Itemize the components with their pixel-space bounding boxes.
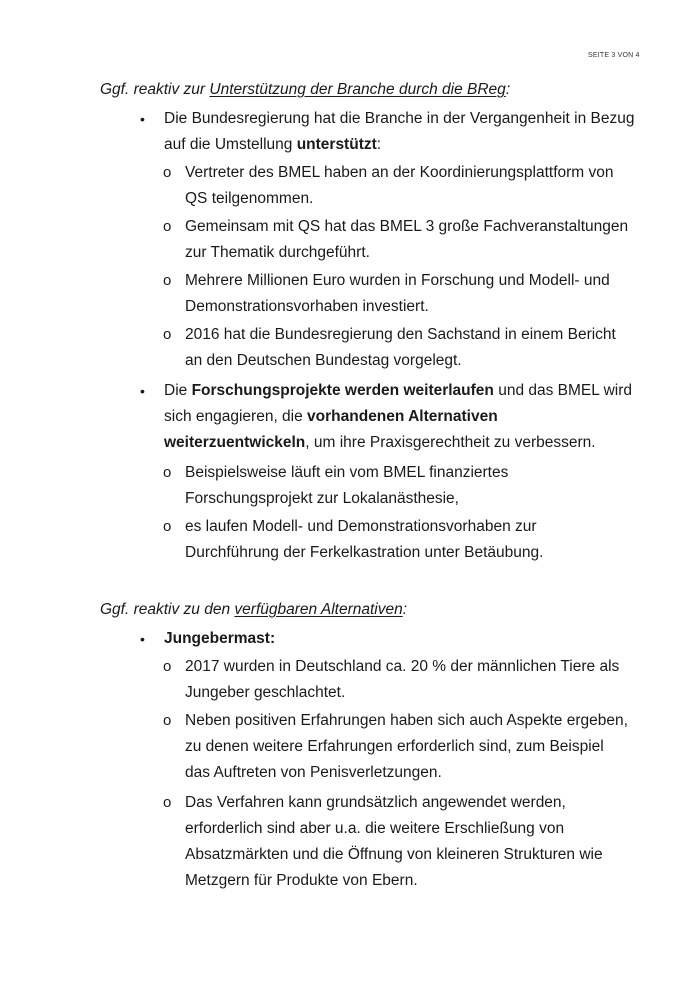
subitem-text: Gemeinsam mit QS hat das BMEL 3 große Fachveranstaltungen zur Thematik durchgeführt. bbox=[185, 218, 629, 261]
subitem-text: Neben positiven Erfahrungen haben sich auch Aspekte ergeben, zu denen weitere Erfahrungen erforderlich sind, zum Beispiel das Auftreten von Penisverletzungen. bbox=[185, 712, 628, 781]
circle-bullet-icon: o bbox=[163, 658, 172, 675]
bullet-icon: • bbox=[140, 383, 145, 399]
circle-bullet-icon: o bbox=[163, 712, 172, 729]
circle-bullet-icon: o bbox=[163, 164, 172, 181]
list-item bbox=[163, 268, 633, 320]
subitem-text: Beispielsweise läuft ein vom BMEL finanziertes Forschungsprojekt zur Lokalanästhesie, bbox=[185, 464, 509, 507]
bullet-text: Die bbox=[164, 382, 192, 399]
bullet-icon: • bbox=[140, 631, 145, 647]
list-item bbox=[163, 322, 633, 374]
bullet-text-bold: Jungebermast: bbox=[164, 630, 276, 647]
heading-prefix: Ggf. reaktiv zu den bbox=[100, 601, 235, 618]
subitem-text: es laufen Modell- und Demonstrationsvorhaben zur Durchführung der Ferkelkastration unter Betäubung. bbox=[185, 518, 544, 561]
bullet-text-bold: Forschungsprojekte werden weiterlaufen bbox=[191, 382, 494, 399]
bullet-text: und das BMEL wird sich engagieren, die bbox=[164, 382, 633, 425]
heading-underlined: verfügbaren Alternativen bbox=[234, 601, 403, 618]
heading-underlined: Unterstützung der Branche durch die BReg bbox=[209, 81, 506, 98]
bullet-text: Die Bundesregierung hat die Branche in der Vergangenheit in Bezug auf die Umstellung bbox=[164, 110, 635, 153]
list-item bbox=[163, 654, 633, 706]
list-item bbox=[163, 790, 633, 894]
list-item bbox=[163, 214, 633, 266]
section-heading-support bbox=[100, 80, 510, 100]
subitem-text: Vertreter des BMEL haben an der Koordinierungsplattform von QS teilgenommen. bbox=[185, 164, 614, 207]
list-item bbox=[140, 626, 635, 652]
subitem-text: 2016 hat die Bundesregierung den Sachstand in einem Bericht an den Deutschen Bundestag vorgelegt. bbox=[185, 326, 616, 369]
bullet-icon: • bbox=[140, 111, 145, 127]
subitem-text: 2017 wurden in Deutschland ca. 20 % der männlichen Tiere als Jungeber geschlachtet. bbox=[185, 658, 620, 701]
list-item bbox=[163, 460, 633, 512]
circle-bullet-icon: o bbox=[163, 272, 172, 289]
bullet-text-bold: unterstützt bbox=[296, 136, 377, 153]
list-item bbox=[140, 378, 635, 456]
circle-bullet-icon: o bbox=[163, 326, 172, 343]
circle-bullet-icon: o bbox=[163, 518, 172, 535]
heading-suffix: : bbox=[402, 601, 408, 618]
bullet-text-bold: vorhandenen Alternativen weiterzuentwickeln bbox=[164, 408, 498, 451]
bullet-text: : bbox=[376, 136, 382, 153]
heading-suffix: : bbox=[505, 81, 511, 98]
list-item bbox=[163, 160, 633, 212]
circle-bullet-icon: o bbox=[163, 464, 172, 481]
list-item bbox=[163, 514, 633, 566]
page-number: SEITE 3 VON 4 bbox=[588, 52, 640, 59]
list-item bbox=[163, 708, 633, 786]
heading-prefix: Ggf. reaktiv zur bbox=[100, 81, 210, 98]
section-heading-alternatives bbox=[100, 600, 407, 620]
bullet-text: , um ihre Praxisgerechtheit zu verbessern. bbox=[305, 434, 596, 451]
subitem-text: Das Verfahren kann grundsätzlich angewendet werden, erforderlich sind aber u.a. die weitere Erschließung von Absatzmärkten und die Öffnung von kleineren Strukturen wie Metzgern für Produkte von Ebern. bbox=[185, 794, 603, 889]
subitem-text: Mehrere Millionen Euro wurden in Forschung und Modell- und Demonstrationsvorhaben investiert. bbox=[185, 272, 610, 315]
circle-bullet-icon: o bbox=[163, 218, 172, 235]
circle-bullet-icon: o bbox=[163, 794, 172, 811]
list-item bbox=[140, 106, 635, 158]
